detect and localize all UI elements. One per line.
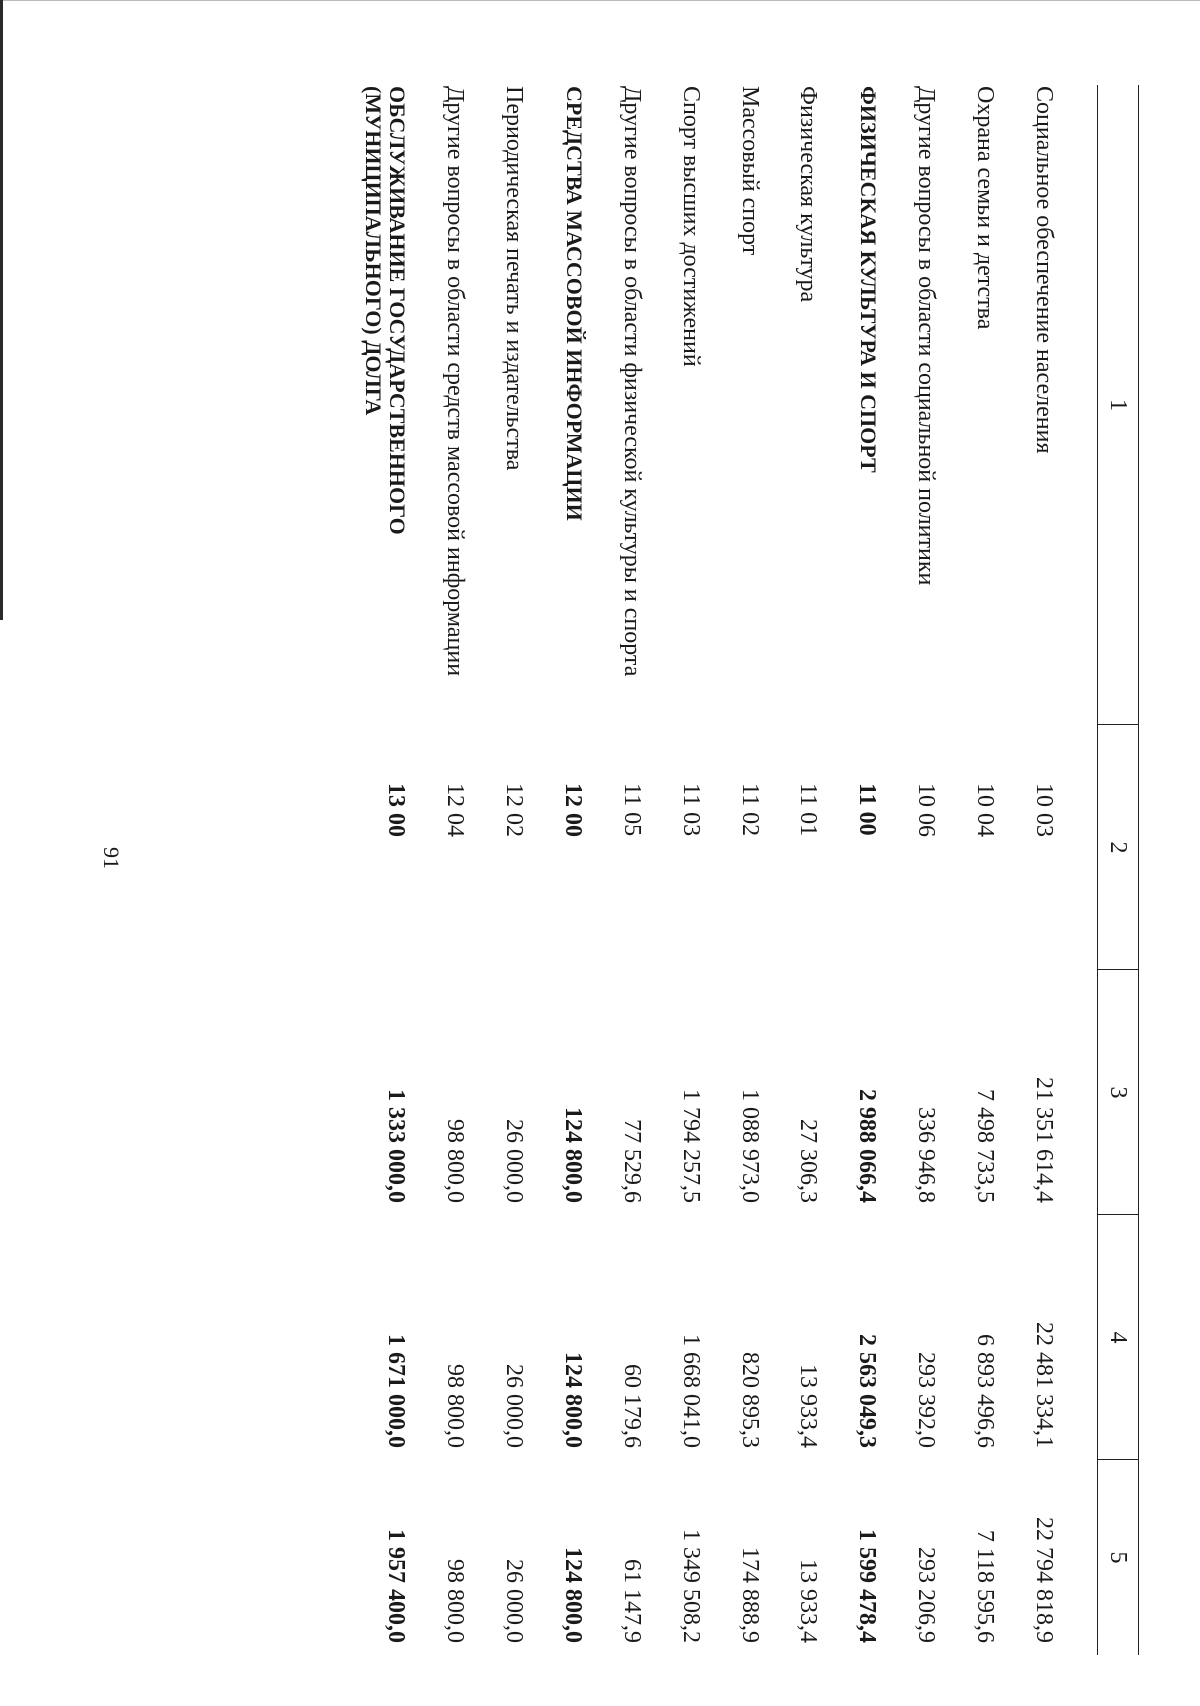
row-value-col5: 1 349 508,2	[677, 1529, 704, 1643]
table-row	[957, 85, 1016, 1655]
column-header: 1	[1098, 85, 1139, 725]
table-row	[781, 85, 840, 1655]
row-code-cell: 10 04	[972, 783, 999, 837]
row-value-col3: 1 794 257,5	[677, 1089, 704, 1203]
row-value-col4: 293 392,0	[913, 1352, 940, 1448]
row-value-col4: 26 000,0	[501, 1364, 528, 1448]
table-body	[346, 85, 1097, 1655]
table-header-row	[1098, 85, 1139, 1655]
row-value-col5: 1 957 400,0	[383, 1529, 410, 1643]
row-name-cell: Периодическая печать и издательства	[501, 86, 528, 471]
row-name-cell: Физическая культура	[795, 86, 822, 303]
row-value-col5: 174 888,9	[736, 1547, 763, 1643]
row-name-cell: Другие вопросы в области социальной политики	[913, 86, 940, 586]
page-number: 91	[99, 847, 124, 869]
row-code-cell: 12 00	[560, 783, 586, 837]
table-row	[604, 85, 663, 1655]
row-value-col5: 13 933,4	[795, 1559, 822, 1643]
column-header: 4	[1098, 1215, 1139, 1460]
row-value-col4: 13 933,4	[795, 1364, 822, 1448]
row-name-cell: Другие вопросы в области средств массовой информации	[442, 86, 469, 677]
row-value-col3: 26 000,0	[501, 1119, 528, 1203]
column-header: 2	[1098, 725, 1139, 970]
row-name-cell: Охрана семьи и детства	[972, 86, 999, 330]
row-code-cell: 11 02	[736, 783, 763, 837]
row-value-col5: 26 000,0	[501, 1559, 528, 1643]
scan-edge-top	[0, 0, 1200, 1]
row-value-col3: 27 306,3	[795, 1119, 822, 1203]
row-name-cell: СРЕДСТВА МАССОВОЙ ИНФОРМАЦИИ	[562, 86, 587, 521]
row-name-cell: Социальное обеспечение населения	[1031, 86, 1057, 454]
row-value-col3: 1 088 973,0	[736, 1089, 763, 1203]
row-value-col5: 22 794 818,9	[1031, 1517, 1057, 1643]
table-row	[898, 85, 957, 1655]
row-value-col3: 7 498 733,5	[972, 1089, 999, 1203]
row-value-col4: 60 179,6	[618, 1364, 645, 1448]
row-name-cell: ФИЗИЧЕСКАЯ КУЛЬТУРА И СПОРТ	[856, 86, 882, 473]
column-header: 5	[1098, 1460, 1139, 1655]
table-row	[722, 85, 781, 1655]
row-code-cell: 11 05	[618, 783, 645, 837]
row-value-col5: 98 800,0	[442, 1559, 469, 1643]
table-row	[840, 85, 899, 1655]
row-value-col4: 22 481 334,1	[1031, 1322, 1057, 1448]
rotated-page-content	[65, 45, 1175, 1695]
row-code-cell: 10 06	[913, 783, 940, 837]
row-value-col3: 1 333 000,0	[383, 1089, 410, 1203]
budget-table	[346, 85, 1139, 1655]
row-value-col4: 820 895,3	[736, 1352, 763, 1448]
row-value-col5: 7 118 595,6	[972, 1529, 999, 1643]
row-code-cell: 10 03	[1031, 783, 1057, 837]
scan-edge-left	[0, 0, 3, 620]
row-code-cell: 11 01	[795, 783, 822, 837]
row-value-col3: 77 529,6	[618, 1119, 645, 1203]
row-code-cell: 12 04	[442, 783, 469, 837]
row-value-col3: 124 800,0	[560, 1107, 586, 1203]
row-value-col4: 1 668 041,0	[677, 1334, 704, 1448]
row-name-cell: Другие вопросы в области физической культуры и спорта	[618, 86, 645, 677]
table-row	[1016, 85, 1097, 1655]
table-row	[545, 85, 604, 1655]
row-value-col3: 336 946,8	[913, 1107, 940, 1203]
row-value-col5: 293 206,9	[913, 1547, 940, 1643]
row-value-col3: 2 988 066,4	[854, 1089, 881, 1203]
row-value-col4: 2 563 049,3	[854, 1334, 881, 1448]
row-value-col5: 61 147,9	[618, 1559, 645, 1643]
row-value-col5: 1 599 478,4	[854, 1529, 881, 1643]
row-name-cell: ОБСЛУЖИВАНИЕ ГОСУДАРСТВЕННОГО (МУНИЦИПАЛЬНОГО) ДОЛГА	[360, 86, 411, 535]
row-code-cell: 11 00	[854, 783, 881, 836]
row-value-col5: 124 800,0	[560, 1547, 586, 1643]
row-code-cell: 11 03	[677, 783, 704, 837]
row-value-col4: 6 893 496,6	[972, 1334, 999, 1448]
row-value-col4: 124 800,0	[560, 1352, 586, 1448]
row-value-col3: 21 351 614,4	[1031, 1077, 1057, 1203]
row-name-cell: Массовый спорт	[736, 86, 763, 256]
row-name-cell: Спорт высших достижений	[677, 86, 704, 367]
table-row	[346, 85, 427, 1655]
row-code-cell: 13 00	[383, 783, 410, 837]
table-row	[486, 85, 545, 1655]
row-value-col4: 98 800,0	[442, 1364, 469, 1448]
table-row	[663, 85, 722, 1655]
row-value-col3: 98 800,0	[442, 1119, 469, 1203]
row-value-col4: 1 671 000,0	[383, 1334, 410, 1448]
table-row	[427, 85, 486, 1655]
row-code-cell: 12 02	[501, 783, 528, 837]
column-header: 3	[1098, 970, 1139, 1215]
